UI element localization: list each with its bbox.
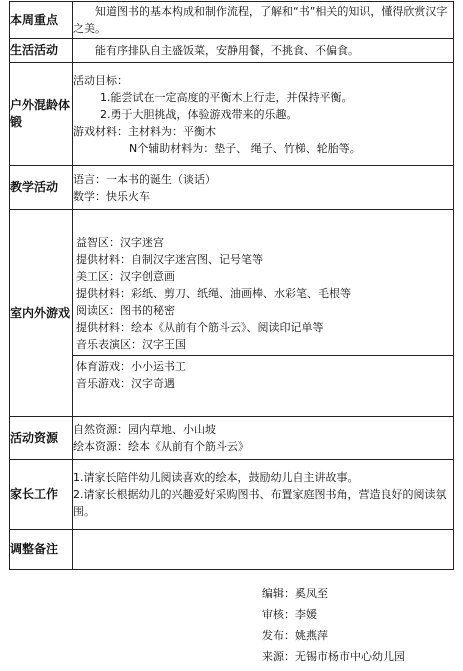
text-line: 益智区：汉字迷宫 bbox=[76, 236, 164, 249]
text-line: 提供材料：绘本《从前有个筋斗云》、阅读印记单等 bbox=[76, 321, 324, 334]
row-label: 活动资源 bbox=[10, 417, 73, 460]
row-activity-resources bbox=[10, 417, 454, 460]
row-content bbox=[73, 460, 454, 530]
row-outdoor-exercise bbox=[10, 63, 454, 166]
row-content bbox=[73, 530, 454, 570]
row-content bbox=[73, 166, 454, 210]
row-indoor-outdoor-games bbox=[10, 210, 454, 417]
text-line: 游戏材料：主材料为：平衡木 bbox=[73, 124, 216, 138]
row-label: 本周重点 bbox=[10, 2, 73, 39]
footer-source: 来源：无锡市杨市中心幼儿园 bbox=[262, 650, 405, 663]
text-line: 阅读区：图书的秘密 bbox=[76, 304, 175, 317]
text-line: 活动目标： bbox=[73, 73, 128, 87]
row-weekly-focus bbox=[10, 2, 454, 39]
text-line: 提供材料：彩纸、剪刀、纸绳、油画棒、水彩笔、毛根等 bbox=[76, 287, 351, 300]
text-line: 语言：一本书的诞生（谈话） bbox=[73, 172, 216, 186]
row-label: 教学活动 bbox=[10, 166, 73, 210]
text-line: 2.请家长根据幼儿的兴趣爱好采购图书、布置家庭图书角，营造良好的阅读氛围。 bbox=[73, 488, 447, 518]
row-label: 生活活动 bbox=[10, 39, 73, 63]
footer-reviewer: 审核：李媛 bbox=[262, 608, 317, 621]
text-line: 自然资源：园内草地、小山坡 bbox=[73, 423, 216, 436]
row-content bbox=[73, 210, 454, 417]
row-content bbox=[73, 417, 454, 460]
text-line: 知道图书的基本构成和制作流程，了解和“书”相关的知识，懂得欣赏汉字之美。 bbox=[73, 5, 448, 35]
text-line: 提供材料：自制汉字迷宫图、记号笔等 bbox=[76, 253, 263, 266]
text-line: 1.请家长陪伴幼儿阅读喜欢的绘本，鼓励幼儿自主讲故事。 bbox=[73, 471, 359, 484]
text-line: 体育游戏：小小运书工 bbox=[76, 360, 186, 373]
footer-publisher: 发布：姚燕萍 bbox=[262, 629, 328, 642]
text-line: 绘本资源：绘本《从前有个筋斗云》 bbox=[73, 440, 249, 453]
row-label: 室内外游戏 bbox=[10, 210, 73, 417]
text-line: 2.勇于大胆挑战，体验游戏带来的乐趣。 bbox=[100, 107, 298, 121]
row-parent-work bbox=[10, 460, 454, 530]
weekly-plan-table bbox=[9, 1, 454, 570]
row-daily-life bbox=[10, 39, 454, 63]
area-games-block bbox=[73, 232, 453, 355]
text-line: 音乐表演区：汉字王国 bbox=[76, 338, 186, 351]
row-content bbox=[73, 2, 454, 39]
text-line: 1.能尝试在一定高度的平衡木上行走，并保持平衡。 bbox=[100, 90, 353, 104]
text-line: 能有序排队自主盛饭菜，安静用餐，不挑食、不偏食。 bbox=[95, 44, 359, 57]
group-games-block bbox=[73, 355, 453, 394]
footer-editor: 编辑：奚凤至 bbox=[262, 587, 328, 600]
text-line: N个辅助材料为：垫子、 绳子、竹梯、轮胎等。 bbox=[129, 141, 361, 155]
row-content bbox=[73, 39, 454, 63]
row-content bbox=[73, 63, 454, 166]
row-label: 户外混龄体锻 bbox=[10, 63, 73, 166]
text-line: 数学：快乐火车 bbox=[73, 189, 150, 203]
row-teaching-activities bbox=[10, 166, 454, 210]
text-line: 美工区：汉字创意画 bbox=[76, 270, 175, 283]
text-line: 音乐游戏：汉字奇遇 bbox=[76, 377, 175, 390]
row-label: 家长工作 bbox=[10, 460, 73, 530]
row-adjustment-notes bbox=[10, 530, 454, 570]
row-label: 调整备注 bbox=[10, 530, 73, 570]
